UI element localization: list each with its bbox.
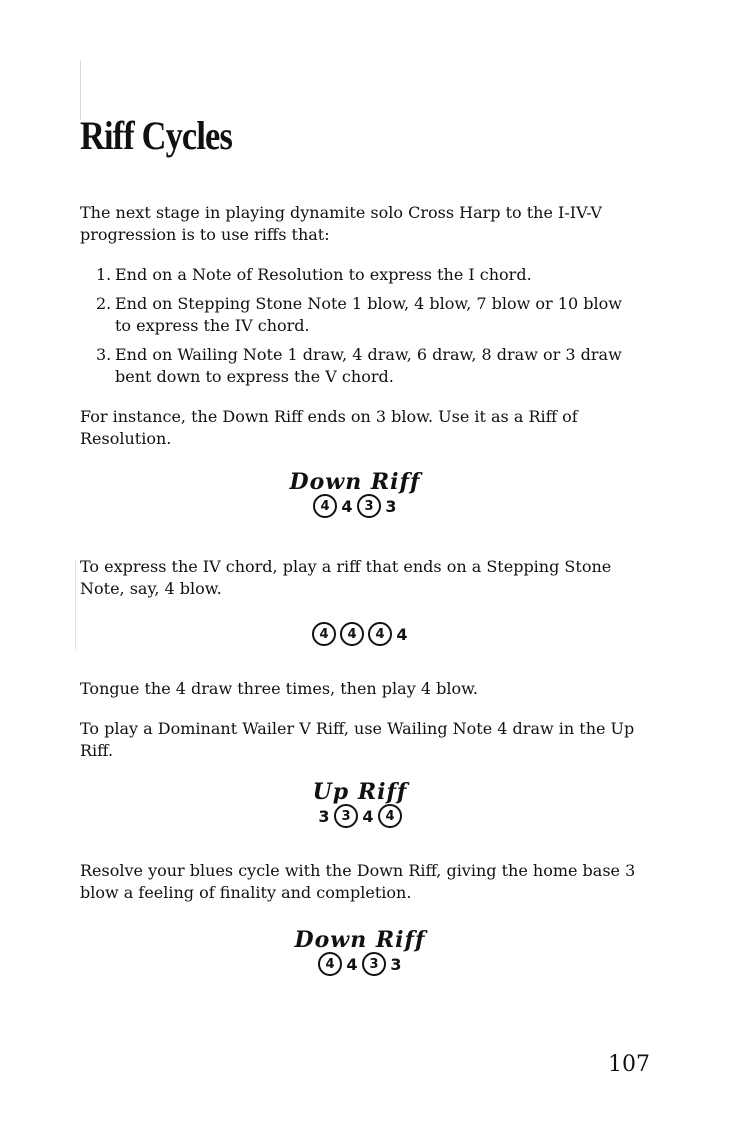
circled-note: 4 xyxy=(312,622,336,646)
note: 4 xyxy=(341,496,353,516)
list-item-text: End on Stepping Stone Note 1 blow, 4 blow, 7 blow or 10 blow to express the IV chord. xyxy=(115,294,622,335)
riff-notes xyxy=(290,952,430,976)
note: 4 xyxy=(362,806,374,826)
resolve-paragraph: Resolve your blues cycle with the Down Riff, giving the home base 3 blow a feeling of finality and completion. xyxy=(80,861,636,902)
riff-notes xyxy=(300,804,420,828)
intro-paragraph: The next stage in playing dynamite solo Cross Harp to the I-IV-V progression is to use riffs that: xyxy=(80,203,602,244)
circled-note: 4 xyxy=(340,622,364,646)
circled-note: 4 xyxy=(368,622,392,646)
note: 3 xyxy=(318,806,330,826)
circled-note: 3 xyxy=(334,804,358,828)
circled-note: 4 xyxy=(313,494,337,518)
list-item xyxy=(96,293,626,337)
down-riff-diagram-final xyxy=(290,928,430,976)
circled-note: 4 xyxy=(318,952,342,976)
page-edge-mark xyxy=(75,560,76,650)
circled-note: 3 xyxy=(357,494,381,518)
list-item-text: End on a Note of Resolution to express the I chord. xyxy=(115,265,532,284)
riff-title: Up Riff xyxy=(312,779,408,805)
riff-rules-list xyxy=(96,264,626,395)
page-number: 107 xyxy=(608,1052,650,1077)
list-item xyxy=(96,264,626,286)
riff-title: Down Riff xyxy=(289,469,421,495)
iv-chord-paragraph: To express the IV chord, play a riff that ends on a Stepping Stone Note, say, 4 blow. xyxy=(80,557,612,598)
riff-title: Down Riff xyxy=(294,927,426,953)
list-item xyxy=(96,344,626,388)
page-edge-mark xyxy=(80,60,81,120)
list-item-number: 2. xyxy=(96,294,112,313)
stepping-stone-riff-diagram xyxy=(290,622,430,646)
up-riff-diagram xyxy=(300,780,420,828)
down-riff-diagram xyxy=(280,470,430,518)
note: 4 xyxy=(346,954,358,974)
riff-notes xyxy=(290,622,430,646)
dominant-paragraph: To play a Dominant Wailer V Riff, use Wailing Note 4 draw in the Up Riff. xyxy=(80,719,635,760)
page-title: Riff Cycles xyxy=(80,113,232,158)
riff-notes xyxy=(280,494,430,518)
circled-note: 4 xyxy=(378,804,402,828)
tongue-paragraph: Tongue the 4 draw three times, then play 4 blow. xyxy=(80,679,478,698)
note: 3 xyxy=(390,954,402,974)
list-item-number: 3. xyxy=(96,345,112,364)
note: 3 xyxy=(385,496,397,516)
list-item-text: End on Wailing Note 1 draw, 4 draw, 6 draw, 8 draw or 3 draw bent down to express the V chord. xyxy=(115,345,622,386)
list-item-number: 1. xyxy=(96,265,112,284)
circled-note: 3 xyxy=(362,952,386,976)
note: 4 xyxy=(396,624,408,644)
instance-paragraph: For instance, the Down Riff ends on 3 blow. Use it as a Riff of Resolution. xyxy=(80,407,578,448)
